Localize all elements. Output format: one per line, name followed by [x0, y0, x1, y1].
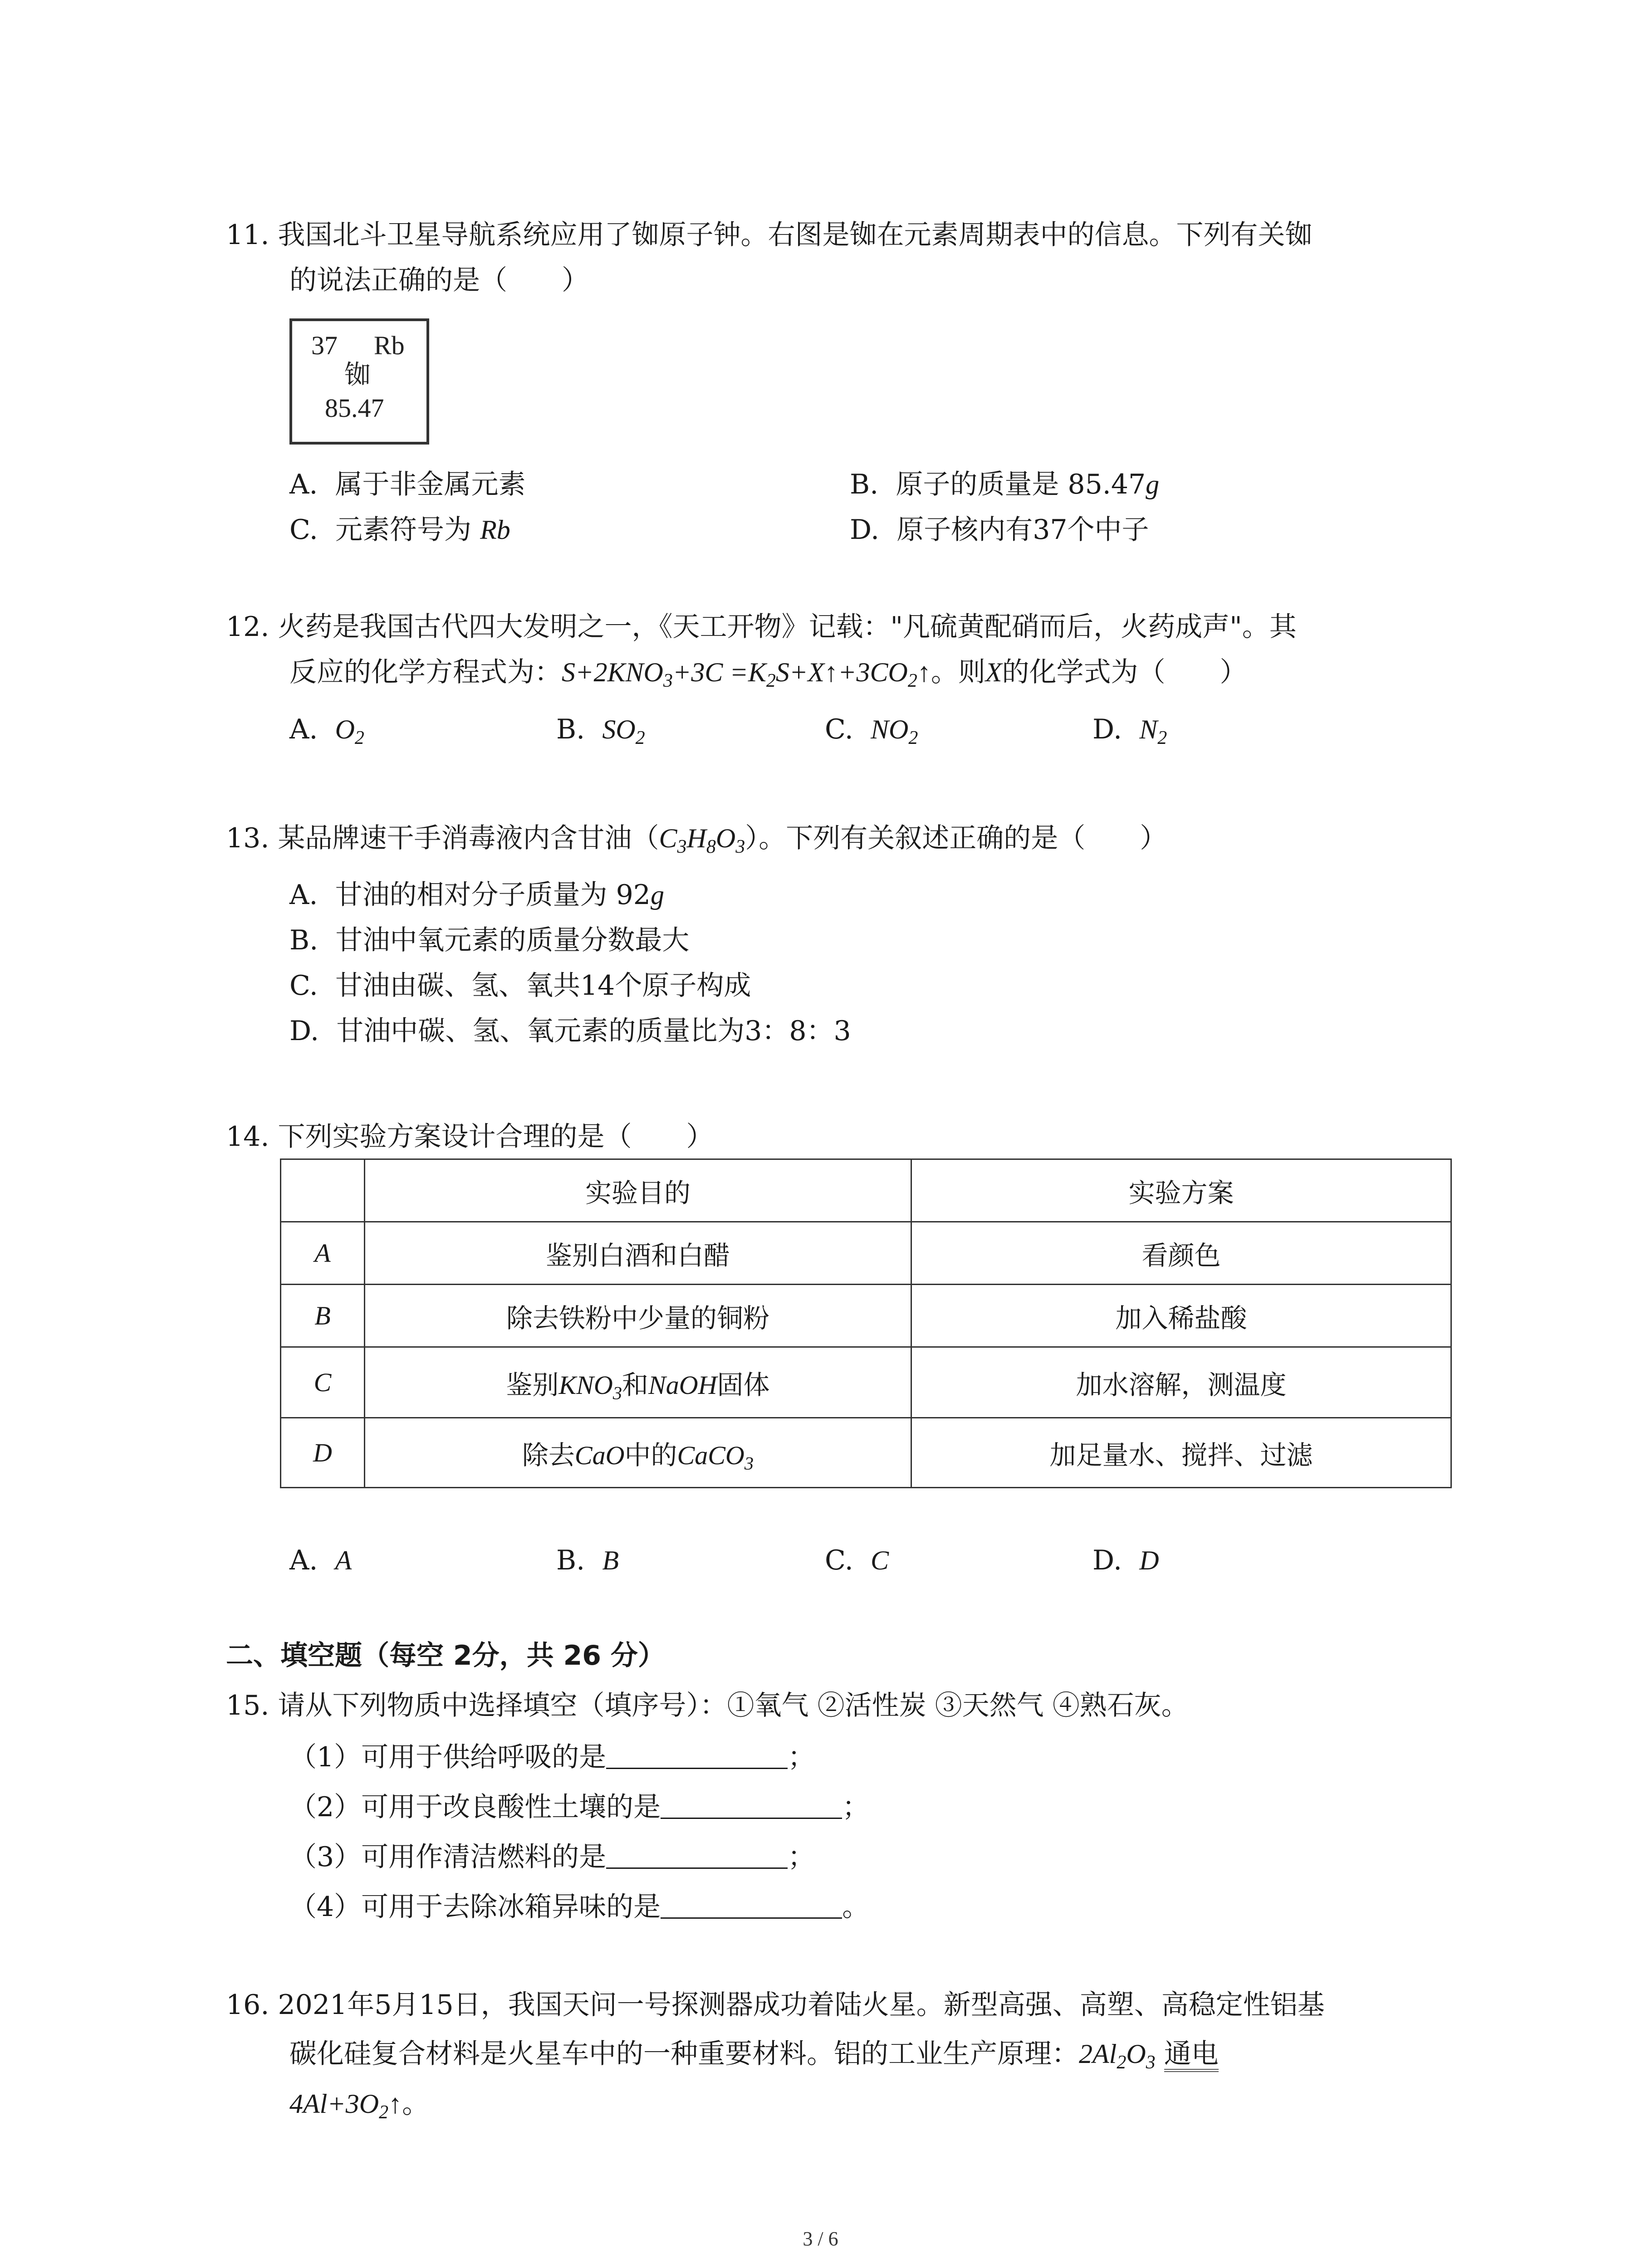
q15-number: 15.: [226, 1690, 269, 1721]
row-plan: 看颜色: [911, 1222, 1451, 1285]
option-label: C.: [825, 714, 853, 745]
formula-naoh: NaOH: [648, 1370, 717, 1400]
q12-stem-1: 火药是我国古代四大发明之一，《天工开物》记载："凡硫黄配硝而后，火药成声"。其: [278, 611, 1297, 643]
row-key: A: [281, 1222, 365, 1285]
q12-option-c[interactable]: [825, 711, 918, 748]
q12-stem-3: 。则: [931, 656, 985, 688]
q13-number: 13.: [226, 822, 269, 854]
q13-stem-2: ）。下列有关叙述正确的是（ ）: [745, 822, 1167, 854]
element-symbol: Rb: [374, 331, 405, 360]
q15-sub2: [289, 1789, 869, 1825]
option-unit: g: [650, 880, 664, 910]
element-name: 铷: [344, 359, 371, 390]
q15-sub1: [289, 1739, 815, 1775]
q11-option-c[interactable]: [289, 512, 510, 548]
q13-option-b[interactable]: [289, 922, 689, 958]
q13-stem-1: 某品牌速干手消毒液内含甘油（: [278, 822, 659, 854]
q11-line2: 的说法正确的是（ ）: [289, 264, 589, 296]
option-text: 元素符号为: [335, 514, 480, 546]
option-formula: $SO_2$: [602, 714, 645, 748]
q15-stem: 请从下列物质中选择填空（填序号）：①氧气 ②活性炭 ③天然气 ④熟石灰。: [278, 1690, 1189, 1721]
q14-option-b[interactable]: [556, 1542, 619, 1579]
row-plan: 加足量水、搅拌、过滤: [911, 1418, 1451, 1488]
option-label: A.: [289, 714, 318, 745]
q15-sub3: [289, 1839, 815, 1875]
q11-option-a[interactable]: [289, 466, 526, 503]
products-formula: $4Al+3O_2↑$: [289, 2089, 402, 2123]
option-formula: $N_2$: [1139, 714, 1167, 748]
alumina-formula: $2Al_2O_3$: [1079, 2039, 1156, 2073]
q11-line1: [226, 217, 1313, 253]
option-label: A.: [289, 1545, 318, 1576]
table-row: [281, 1347, 1451, 1418]
glycerol-formula: $C_3H_8O_3$: [659, 823, 745, 857]
q12-stem-4: 的化学式为（ ）: [1002, 656, 1247, 688]
q14-option-a[interactable]: [289, 1542, 352, 1579]
q14-option-d[interactable]: [1092, 1542, 1159, 1579]
answer-blank[interactable]: [606, 1845, 788, 1869]
q13-line1: [226, 820, 1167, 856]
q16-number: 16.: [226, 1989, 269, 2021]
sub-question-text: （4）可用于去除冰箱异味的是: [289, 1891, 661, 1923]
q11-stem-1: 我国北斗卫星导航系统应用了铷原子钟。右图是铷在元素周期表中的信息。下列有关铷: [278, 219, 1313, 251]
option-text: 原子核内有37个中子: [896, 514, 1149, 546]
q11-option-b[interactable]: [850, 466, 1159, 503]
option-label: D.: [289, 1015, 319, 1047]
row-key: D: [281, 1418, 365, 1488]
q11-number: 11.: [226, 219, 269, 251]
table-header-cell: 实验目的: [365, 1159, 911, 1222]
option-text: 甘油由碳、氢、氧共14个原子构成: [335, 970, 751, 1002]
punctuation: ；: [842, 1791, 870, 1823]
option-label: A.: [289, 469, 318, 500]
option-text: 甘油中碳、氢、氧元素的质量比为3：8：3: [336, 1015, 851, 1047]
table-header-row: [281, 1159, 1451, 1222]
purpose-text: 除去: [522, 1439, 575, 1471]
q12-option-d[interactable]: [1092, 711, 1167, 748]
row-plan: 加水溶解，测温度: [911, 1347, 1451, 1418]
option-label: D.: [1092, 1545, 1122, 1576]
sub-question-text: （1）可用于供给呼吸的是: [289, 1741, 607, 1773]
option-value: D: [1139, 1545, 1159, 1575]
q13-option-d[interactable]: [289, 1013, 851, 1049]
row-purpose: 鉴别白酒和白醋: [365, 1222, 911, 1285]
q13-option-c[interactable]: [289, 968, 751, 1004]
formula-kno3: $KNO_3$: [558, 1370, 622, 1403]
option-text: 甘油中氧元素的质量分数最大: [335, 924, 690, 956]
q16-stem-1: 2021年5月15日，我国天问一号探测器成功着陆火星。新型高强、高塑、高稳定性铝基: [278, 1989, 1325, 2021]
option-label: D.: [1092, 714, 1122, 745]
option-value: C: [871, 1545, 889, 1575]
q13-option-a[interactable]: [289, 877, 664, 913]
option-label: C.: [289, 970, 318, 1002]
table-header-cell: 实验方案: [911, 1159, 1451, 1222]
q14-line1: [226, 1119, 714, 1155]
option-label: D.: [850, 514, 880, 546]
q15-line1: [226, 1687, 1189, 1724]
option-label: C.: [825, 1545, 853, 1576]
sub-question-text: （3）可用作清洁燃料的是: [289, 1841, 607, 1873]
option-label: A.: [289, 879, 318, 911]
reaction-condition: 通电: [1164, 2039, 1219, 2072]
option-formula: $NO_2$: [871, 714, 918, 748]
row-key: B: [281, 1285, 365, 1347]
table-row: [281, 1222, 1451, 1285]
punctuation: ；: [788, 1841, 815, 1873]
q14-number: 14.: [226, 1121, 269, 1153]
q12-equation: $S+2KNO_3+3C$ $=K_2S+X↑+3CO_2↑$: [562, 657, 931, 691]
q14-option-c[interactable]: [825, 1542, 889, 1579]
page-number: 3 / 6: [803, 2228, 838, 2250]
row-plan: 加入稀盐酸: [911, 1285, 1451, 1347]
purpose-text: 固体: [717, 1369, 770, 1400]
purpose-text: 鉴别: [506, 1369, 559, 1400]
row-purpose: [365, 1347, 911, 1418]
sub-question-text: （2）可用于改良酸性土壤的是: [289, 1791, 661, 1823]
section-title: 二、填空题（每空 2分，共 26 分）: [226, 1640, 665, 1672]
atomic-mass: 85.47: [325, 393, 384, 423]
q16-line2: [289, 2036, 1219, 2072]
q15-sub4: [289, 1889, 869, 1925]
option-symbol: Rb: [480, 515, 510, 545]
row-purpose: 除去铁粉中少量的铜粉: [365, 1285, 911, 1347]
option-formula: $O_2$: [335, 714, 364, 748]
answer-blank[interactable]: [661, 1895, 842, 1919]
purpose-text: 和: [622, 1369, 649, 1400]
punctuation: ；: [788, 1741, 815, 1773]
rubidium-element-card: [289, 318, 429, 445]
answer-blank[interactable]: [661, 1795, 842, 1819]
formula-caco3: CaCO$_3$: [677, 1440, 754, 1473]
option-text: 甘油的相对分子质量为 92: [335, 879, 651, 911]
q16-stem-2: 碳化硅复合材料是火星车中的一种重要材料。铝的工业生产原理：: [289, 2038, 1079, 2070]
q14-stem: 下列实验方案设计合理的是（ ）: [278, 1121, 714, 1153]
purpose-text: 中的: [624, 1439, 677, 1471]
q12-x: X: [985, 657, 1002, 687]
punctuation: 。: [402, 2088, 430, 2120]
row-purpose: [365, 1418, 911, 1488]
q12-number: 12.: [226, 611, 269, 643]
q12-option-b[interactable]: [556, 711, 645, 748]
q12-line1: [226, 609, 1297, 645]
q11-option-d[interactable]: [850, 512, 1149, 548]
option-unit: g: [1146, 469, 1160, 499]
option-value: A: [335, 1545, 352, 1575]
q12-option-a[interactable]: [289, 711, 364, 748]
option-label: B.: [556, 1545, 585, 1576]
formula-cao: CaO: [574, 1440, 625, 1470]
row-key: C: [281, 1347, 365, 1418]
table-row: [281, 1418, 1451, 1488]
table-header-cell: [281, 1159, 365, 1222]
experiment-table: [280, 1158, 1452, 1488]
q12-stem-2: 反应的化学方程式为：: [289, 656, 562, 688]
table-row: [281, 1285, 1451, 1347]
option-text: 原子的质量是 85.47: [896, 469, 1146, 500]
option-text: 属于非金属元素: [335, 469, 526, 500]
option-label: B.: [850, 469, 879, 500]
atomic-number: 37: [311, 331, 338, 360]
option-label: C.: [289, 514, 318, 546]
option-label: B.: [289, 924, 318, 956]
option-label: B.: [556, 714, 585, 745]
q12-line2: [289, 654, 1247, 690]
answer-blank[interactable]: [606, 1745, 788, 1769]
q16-line1: [226, 1987, 1325, 2023]
punctuation: 。: [842, 1891, 870, 1923]
option-value: B: [602, 1545, 619, 1575]
q16-line3: [289, 2086, 429, 2122]
